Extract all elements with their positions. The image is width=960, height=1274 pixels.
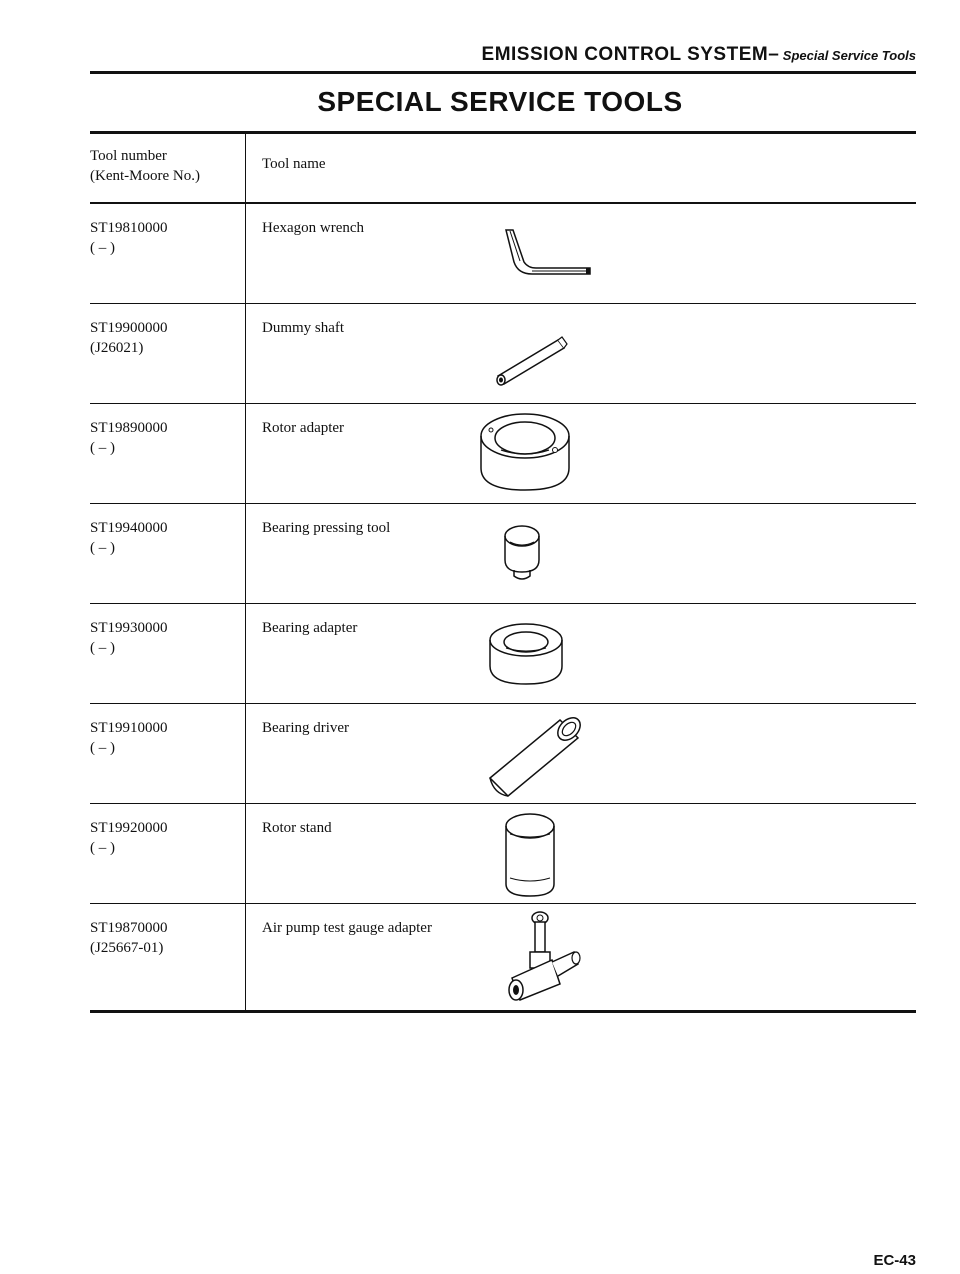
rotor-adapter-icon: [475, 410, 575, 496]
table-row: [90, 404, 916, 504]
tool-number: ST19920000 ( – ): [90, 820, 168, 856]
header-section: EMISSION CONTROL SYSTEM: [481, 44, 769, 65]
tool-name: Hexagon wrench: [262, 220, 365, 236]
table-row: [90, 604, 916, 704]
tool-name: Bearing driver: [262, 720, 350, 736]
tools-table: [90, 131, 916, 1013]
column-header-tool-number: Tool number (Kent-Moore No.): [90, 148, 200, 184]
tool-number: ST19910000 ( – ): [90, 720, 168, 756]
hexagon-wrench-icon: [502, 228, 592, 280]
tool-number: ST19930000 ( – ): [90, 620, 168, 656]
tool-number: ST19900000 (J26021): [90, 320, 168, 356]
tool-name: Rotor stand: [262, 820, 332, 836]
rotor-stand-icon: [502, 812, 558, 900]
tool-name: Rotor adapter: [262, 420, 345, 436]
tool-number: ST19810000 ( – ): [90, 220, 168, 256]
column-header-tool-name: Tool name: [262, 156, 326, 172]
table-row: [90, 804, 916, 904]
tool-number: ST19890000 ( – ): [90, 420, 168, 456]
tool-number: ST19870000 (J25667-01): [90, 920, 168, 956]
dummy-shaft-icon: [492, 334, 572, 386]
tool-number: ST19940000 ( – ): [90, 520, 168, 556]
table-row: [90, 204, 916, 304]
tool-name: Bearing pressing tool: [262, 520, 391, 536]
page-title: SPECIAL SERVICE TOOLS: [317, 86, 683, 117]
table-row: [90, 704, 916, 804]
tool-name: Bearing adapter: [262, 620, 358, 636]
page-number: EC-43: [873, 1252, 916, 1269]
tool-name: Dummy shaft: [262, 320, 345, 336]
table-header-row: [90, 134, 916, 204]
table-row: [90, 304, 916, 404]
tool-name: Air pump test gauge adapter: [262, 920, 432, 936]
page-header: [90, 44, 916, 74]
bearing-driver-icon: [486, 714, 586, 800]
table-row: [90, 904, 916, 1010]
table-row: [90, 504, 916, 604]
bearing-pressing-tool-icon: [502, 524, 542, 584]
bearing-adapter-icon: [486, 622, 566, 688]
air-pump-test-gauge-adapter-icon: [502, 908, 582, 1008]
header-subsection: Special Service Tools: [782, 48, 916, 63]
header-dash: –: [768, 44, 779, 65]
